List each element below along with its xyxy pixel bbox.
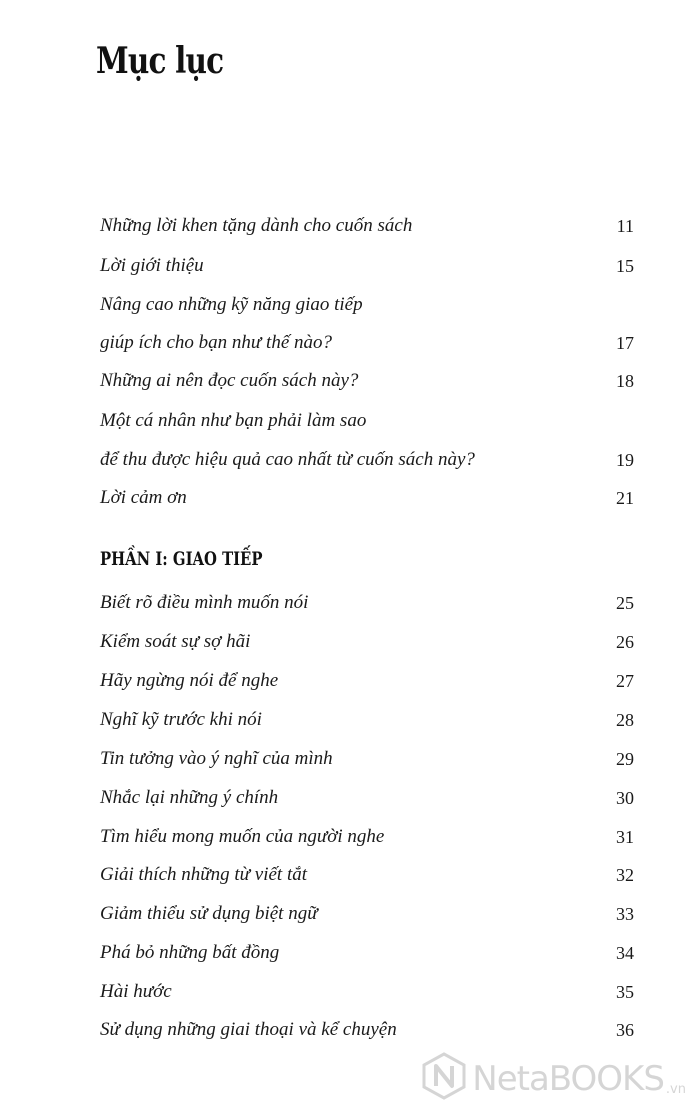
toc-entry-page: 11 [616, 216, 634, 236]
toc-entry-page: 35 [616, 982, 634, 1002]
toc-entry [100, 366, 634, 396]
toc-entry [100, 290, 634, 320]
toc-entry-page: 30 [616, 788, 634, 808]
toc-entry [100, 977, 634, 1007]
toc-entry-page: 27 [616, 671, 634, 691]
toc-entry [100, 251, 634, 281]
toc-entry-page: 25 [616, 593, 634, 613]
toc-entry-title: Biết rõ điều mình muốn nói [100, 592, 309, 613]
toc-entry-title: giúp ích cho bạn như thế nào? [100, 332, 332, 353]
toc-entry-page: 34 [616, 943, 634, 963]
toc-entry-title: Hãy ngừng nói để nghe [100, 670, 279, 691]
toc-entry-title: Giải thích những từ viết tắt [100, 864, 308, 885]
toc-entry-page: 31 [616, 827, 634, 847]
toc-entry-title: Phá bỏ những bất đồng [100, 942, 280, 963]
toc-entry-page: 19 [616, 450, 634, 470]
toc-entry-page: 21 [616, 488, 634, 508]
toc-entry-page: 15 [616, 256, 634, 276]
toc-entry-page: 32 [616, 865, 634, 885]
watermark-brand: NetaBOOKS [472, 1058, 664, 1099]
toc-entry-page: 36 [616, 1020, 634, 1040]
watermark-suffix: .vn [665, 1082, 686, 1097]
toc-entry-page: 29 [616, 749, 634, 769]
toc-entry-page: 26 [616, 632, 634, 652]
toc-entry-page: 28 [616, 710, 634, 730]
toc-entry-page: 33 [616, 904, 634, 924]
toc-entry [100, 666, 634, 696]
netabooks-logo-icon [422, 1052, 466, 1105]
toc-entry-title: để thu được hiệu quả cao nhất từ cuốn sách này? [100, 449, 475, 470]
toc-entry [100, 445, 634, 475]
toc-entry-title: Nâng cao những kỹ năng giao tiếp [100, 294, 363, 315]
toc-entry-page: 18 [616, 371, 634, 391]
toc-entry-title: Lời giới thiệu [100, 255, 204, 276]
toc-entry [100, 938, 634, 968]
toc-entry [100, 211, 634, 241]
toc-entry-title: Nhắc lại những ý chính [100, 787, 279, 808]
toc-entry [100, 588, 634, 618]
toc-entry [100, 406, 634, 436]
toc-entry [100, 899, 634, 929]
toc-entry [100, 705, 634, 735]
toc-entry [100, 627, 634, 657]
toc-entry [100, 860, 634, 890]
toc-entry [100, 744, 634, 774]
toc-entry-title: Kiểm soát sự sợ hãi [100, 631, 251, 652]
toc-entry-title: Những ai nên đọc cuốn sách này? [100, 370, 359, 391]
toc-entry [100, 822, 634, 852]
toc-entry [100, 328, 634, 358]
toc-entry-title: Tìm hiểu mong muốn của người nghe [100, 826, 385, 847]
toc-entry [100, 1015, 634, 1045]
toc-entry-title: Hài hước [100, 981, 172, 1002]
watermark [422, 1052, 686, 1105]
toc-entry-title: Sử dụng những giai thoại và kể chuyện [100, 1019, 397, 1040]
section-heading: PHẦN I: GIAO TIẾP [100, 548, 263, 570]
toc-entry [100, 783, 634, 813]
toc-entry-title: Một cá nhân như bạn phải làm sao [100, 410, 367, 431]
toc-entry-page: 17 [616, 333, 634, 353]
page-title: Mục lục [96, 40, 224, 82]
toc-entry-title: Tin tưởng vào ý nghĩ của mình [100, 748, 333, 769]
toc-entry-title: Những lời khen tặng dành cho cuốn sách [100, 215, 413, 236]
toc-entry-title: Lời cảm ơn [100, 487, 187, 508]
toc-entry [100, 483, 634, 513]
toc-entry-title: Nghĩ kỹ trước khi nói [100, 709, 262, 730]
toc-entry-title: Giảm thiểu sử dụng biệt ngữ [100, 903, 318, 924]
